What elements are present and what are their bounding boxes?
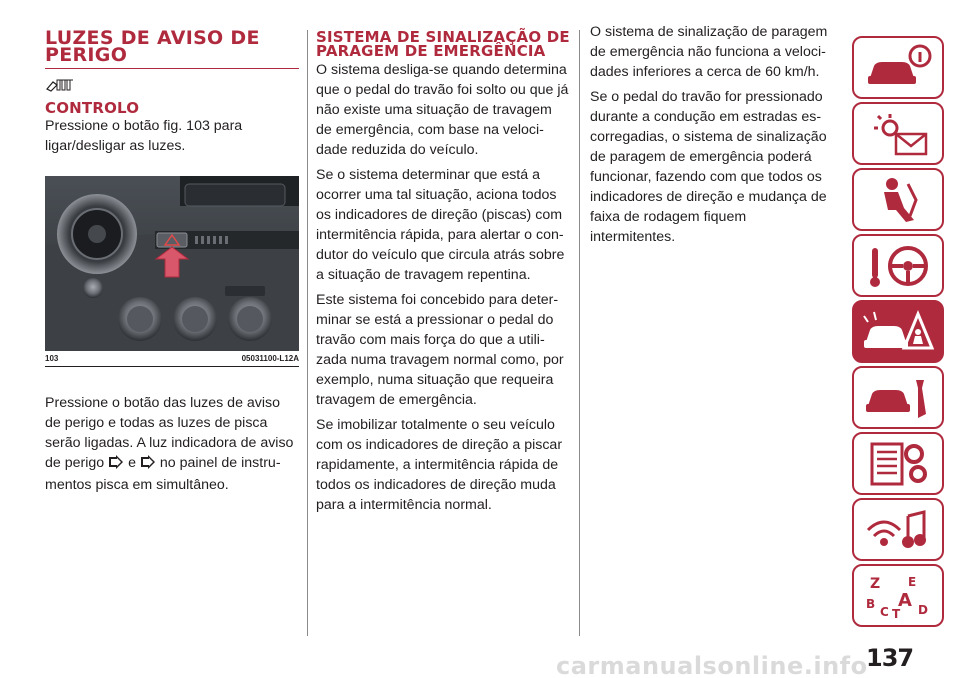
watermark-text: carmanualsonline.info [556, 652, 868, 678]
tab-technical-data[interactable] [852, 432, 944, 495]
page-number: 137 [866, 644, 914, 672]
tab-multimedia[interactable] [852, 498, 944, 561]
intro-text: Pressione o botão fig. 103 para ligar/desligar as luzes. [45, 118, 243, 154]
car-info-icon [862, 44, 934, 92]
svg-text:D: D [918, 602, 928, 617]
figure-caption [45, 354, 299, 367]
emergency-paragraph: O sistema desliga-se quando determina que o pedal do travão foi solto ou que já não existe uma situação de travagem de emergência, com base na veloci-dade reduzida do veículo. [316, 62, 569, 158]
warning-lights-icon [862, 110, 934, 158]
page-title: LUZES DE AVISO DE PERIGO [45, 27, 260, 66]
column-emergency-continued [590, 22, 835, 247]
tab-car-info[interactable] [852, 36, 944, 99]
multimedia-icon [862, 506, 934, 554]
title-rule [45, 68, 299, 69]
svg-text:T: T [892, 606, 901, 620]
emergency-paragraph: Este sistema foi concebido para deter-minar se está a pressionar o pedal do travão com mais força do que a utili-zada numa travagem normal como, por exemplo, numa situação que requeira travagem de emergência. [316, 292, 564, 408]
svg-text:C: C [880, 604, 889, 619]
figure-code: 05031100-L12A [241, 354, 299, 363]
tab-warning-lights[interactable] [852, 102, 944, 165]
tab-seat-safety[interactable] [852, 168, 944, 231]
emergency-section-title: SISTEMA DE SINALIZAÇÃO DE PARAGEM DE EMERGÊNCIA [316, 28, 570, 60]
column-hazard-lights [45, 27, 299, 495]
svg-text:E: E [908, 574, 917, 589]
emergency-car-icon [862, 308, 934, 356]
emergency-paragraph: O sistema de sinalização de paragem de emergência não funciona a veloci-dades inferiores a cerca de 60 km/h. [590, 24, 828, 80]
turn-signal-icon [140, 455, 156, 475]
technical-data-icon [862, 440, 934, 488]
hazard-description: Pressione o botão das luzes de aviso de perigo e todas as luzes de pisca serão ligadas. A luz indicadora de aviso de perigo e no painel de instru-mentos pisca em simultâneo. [45, 395, 294, 493]
emergency-paragraph: Se o sistema determinar que está a ocorrer uma tal situação, aciona todos os indicadores de direção (piscas) com intermitência rápida, para alertar o con-dutor do veículo que circula atrás sobre a situação de travagem repentina. [316, 167, 565, 283]
emergency-paragraph: Se o pedal do travão for pressionado durante a condução em estradas es-corregadias, o sistema de sinalização de paragem de emergência poderá funcionar, fazendo com que todos os indicadores de direção e mudança de faixa de rodagem fiquem intermitentes. [590, 89, 827, 245]
column-emergency-system [316, 30, 570, 515]
control-subtitle: CONTROLO [45, 99, 140, 117]
tab-maintenance[interactable] [852, 366, 944, 429]
manual-reference-icon [45, 77, 299, 93]
dashboard-photo [45, 176, 299, 351]
car-maintenance-icon [862, 374, 934, 422]
svg-text:B: B [866, 596, 876, 611]
column-divider [579, 30, 580, 636]
svg-text:A: A [898, 589, 912, 611]
hazard-warning-icon [108, 455, 124, 475]
seat-safety-icon [862, 176, 934, 224]
tab-steering[interactable] [852, 234, 944, 297]
column-divider [307, 30, 308, 636]
steering-wheel-icon [862, 242, 934, 290]
alphabetical-index-icon [862, 572, 934, 620]
tab-emergency[interactable] [852, 300, 944, 363]
svg-text:Z: Z [870, 575, 881, 592]
figure-number: 103 [45, 354, 59, 363]
emergency-paragraph: Se imobilizar totalmente o seu veículo com os indicadores de direção a piscar rapidamente, a intermitência rápida de todos os indicadores de direção muda para a intermitência normal. [316, 417, 563, 513]
tab-index[interactable] [852, 564, 944, 627]
